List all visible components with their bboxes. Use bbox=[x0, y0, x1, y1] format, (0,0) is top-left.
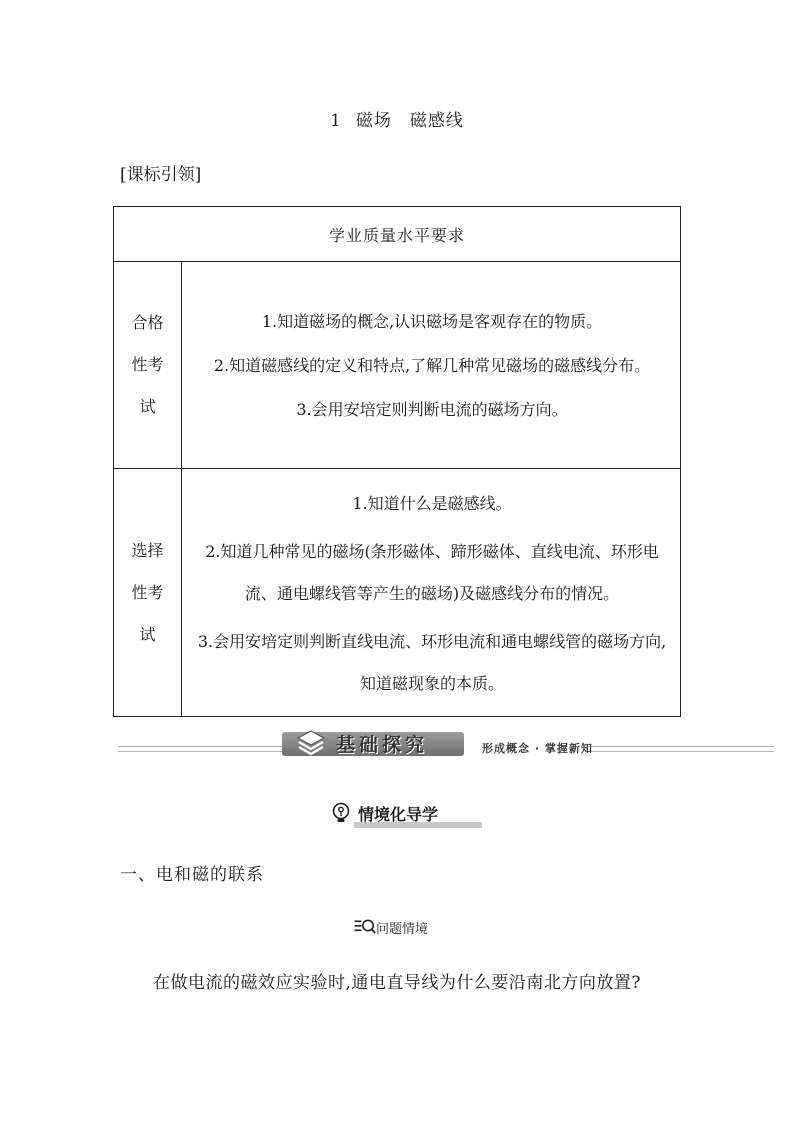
table-row bbox=[114, 262, 681, 469]
section-label: [课标引领] bbox=[120, 165, 202, 185]
table-header: 学业质量水平要求 bbox=[114, 207, 681, 262]
category-line: 试 bbox=[139, 624, 156, 644]
row-category bbox=[114, 262, 182, 469]
page-title bbox=[0, 106, 794, 131]
requirement-item: 1.知道什么是磁感线。 bbox=[352, 493, 512, 513]
requirement-item: 2.知道磁感线的定义和特点,了解几种常见磁场的磁感线分布。 bbox=[213, 356, 651, 375]
requirement-item: 3.会用安培定则判断电流的磁场方向。 bbox=[296, 400, 568, 419]
category-line: 试 bbox=[139, 397, 156, 416]
magnifier-question-icon bbox=[354, 918, 376, 934]
row-category bbox=[114, 469, 182, 717]
title-number: 1 bbox=[330, 111, 342, 131]
requirement-item: 2.知道几种常见的磁场(条形磁体、蹄形磁体、直线电流、环形电流、通电螺线管等产生的磁场)及磁感线分布的情况。 bbox=[205, 541, 659, 603]
row-items bbox=[182, 262, 681, 469]
key-bulb-icon bbox=[330, 802, 352, 824]
guide-label: 情境化导学 bbox=[358, 805, 439, 824]
category-line: 合格 bbox=[131, 313, 164, 332]
requirement-item: 1.知道磁场的概念,认识磁场是客观存在的物质。 bbox=[261, 312, 603, 331]
question-text: 在做电流的磁效应实验时,通电直导线为什么要沿南北方向放置? bbox=[152, 973, 642, 993]
requirements-table bbox=[113, 206, 681, 717]
table-header-row bbox=[114, 207, 681, 262]
title-part1: 磁场 bbox=[355, 111, 392, 131]
heading-electricity-magnetism: 一、电和磁的联系 bbox=[120, 865, 264, 885]
category-line: 选择 bbox=[131, 540, 164, 560]
section-banner bbox=[118, 722, 774, 766]
table-row bbox=[114, 469, 681, 717]
category-line: 性考 bbox=[131, 355, 164, 374]
layers-stack-icon bbox=[296, 728, 326, 758]
row-items bbox=[182, 469, 681, 717]
banner-subtitle: 形成概念 · 掌握新知 bbox=[482, 742, 593, 755]
problem-label: 问题情境 bbox=[376, 922, 429, 937]
banner-title: 基础探究 bbox=[336, 734, 429, 756]
category-line: 性考 bbox=[131, 582, 164, 602]
requirement-item: 3.会用安培定则判断直线电流、环形电流和通电螺线管的磁场方向,知道磁现象的本质。 bbox=[197, 631, 667, 693]
title-part2: 磁感线 bbox=[409, 111, 464, 131]
